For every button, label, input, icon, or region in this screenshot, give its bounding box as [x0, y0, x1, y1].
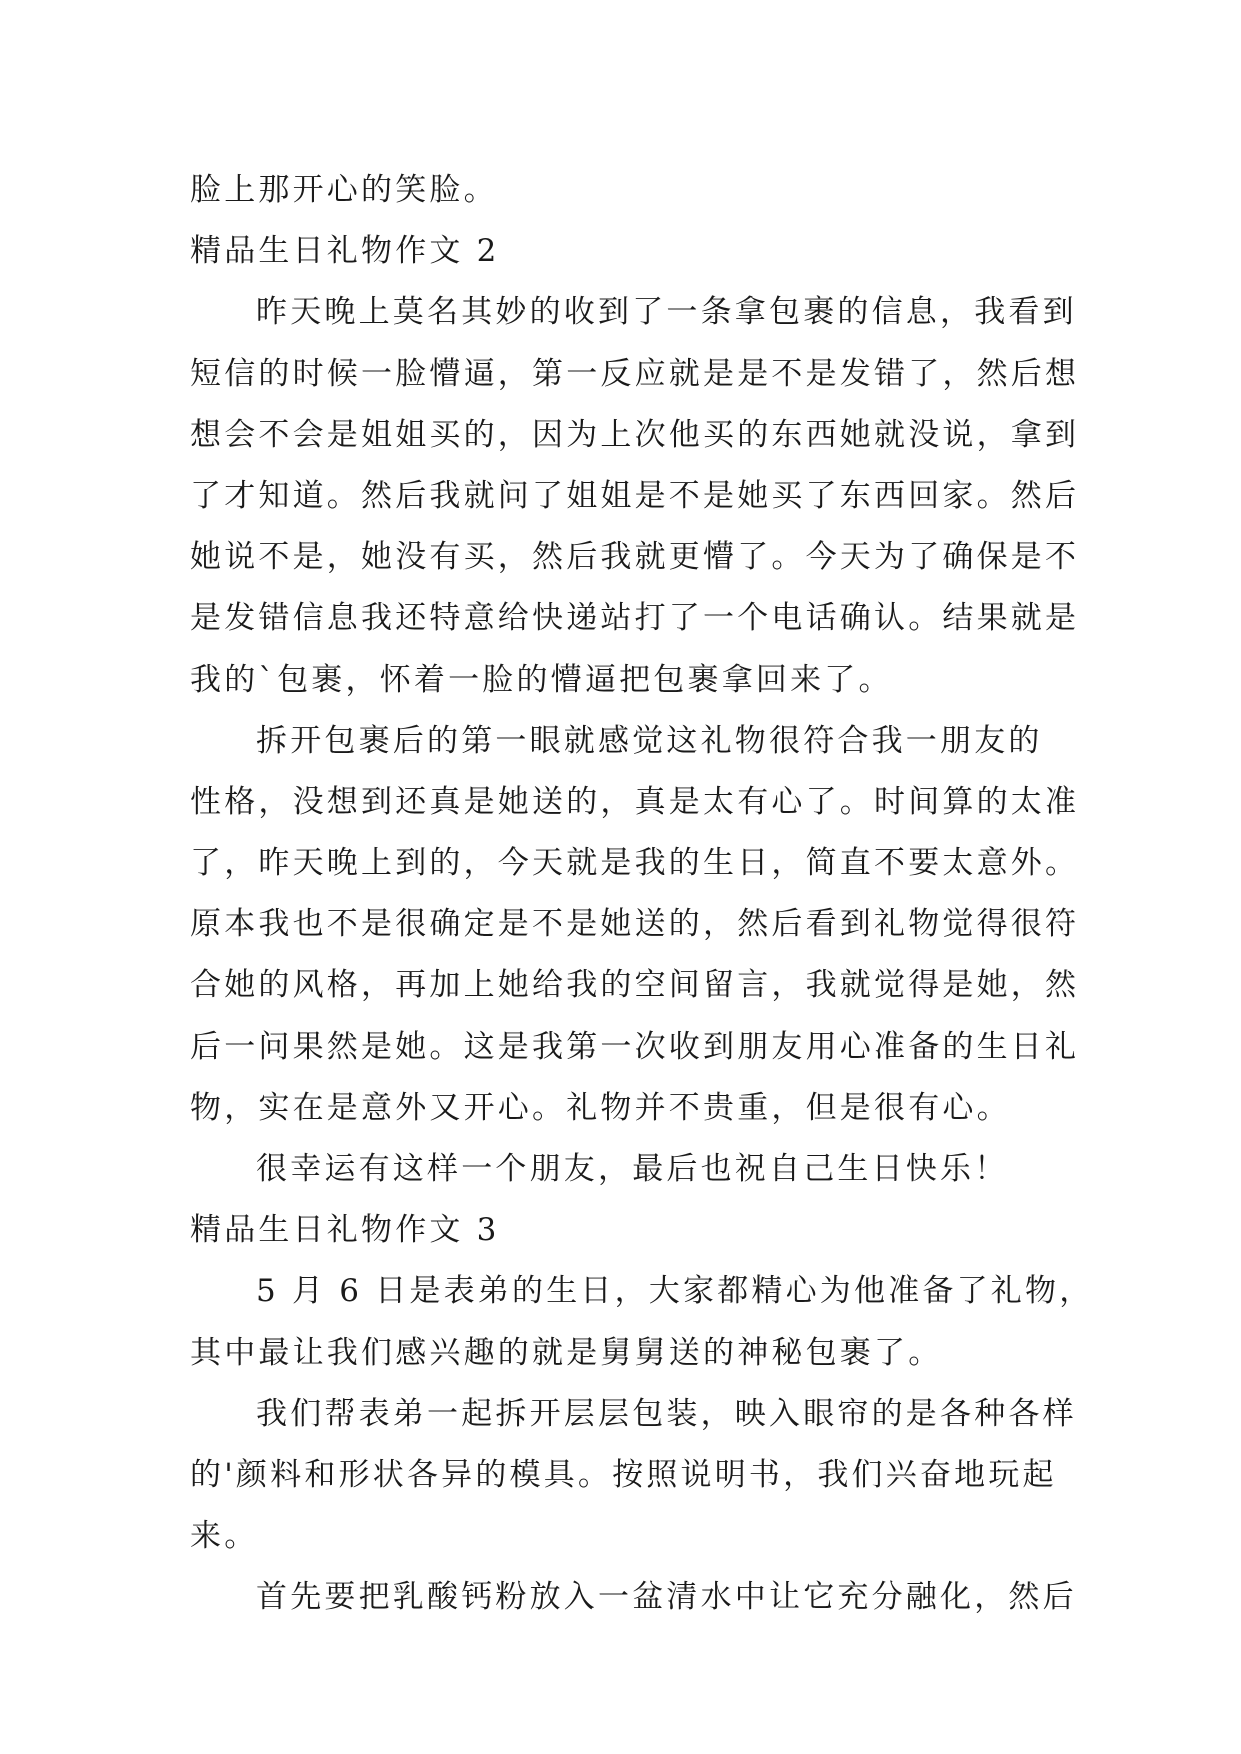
paragraph-line: 我们帮表弟一起拆开层层包装，映入眼帘的是各种各样: [256, 1395, 1077, 1432]
paragraph-line: 她说不是，她没有买，然后我就更懵了。今天为了确保是不: [190, 539, 1080, 576]
paragraph-line: 5 月 6 日是表弟的生日，大家都精心为他准备了礼物，: [256, 1273, 1094, 1310]
paragraph-line: 的'颜料和形状各异的模具。按照说明书，我们兴奋地玩起: [190, 1456, 1057, 1493]
paragraph-line: 了，昨天晚上到的，今天就是我的生日，简直不要太意外。: [190, 845, 1080, 882]
paragraph-line: 首先要把乳酸钙粉放入一盆清水中让它充分融化，然后: [256, 1579, 1077, 1616]
paragraph-line: 了才知道。然后我就问了姐姐是不是她买了东西回家。然后: [190, 477, 1080, 514]
paragraph-line: 原本我也不是很确定是不是她送的，然后看到礼物觉得很符: [190, 906, 1080, 943]
paragraph-line: 拆开包裹后的第一眼就感觉这礼物很符合我一朋友的: [256, 722, 1043, 759]
paragraph-line: 后一问果然是她。这是我第一次收到朋友用心准备的生日礼: [190, 1028, 1080, 1065]
paragraph-line: 来。: [190, 1518, 259, 1555]
paragraph-line: 物，实在是意外又开心。礼物并不贵重，但是很有心。: [190, 1089, 1011, 1126]
paragraph-line: 很幸运有这样一个朋友，最后也祝自己生日快乐！: [256, 1151, 1009, 1187]
section-heading-2: 精品生日礼物作文 2: [190, 233, 500, 270]
paragraph-line: 我的`包裹，怀着一脸的懵逼把包裹拿回来了。: [190, 661, 893, 698]
text-line: 脸上那开心的笑脸。: [190, 172, 498, 208]
paragraph-line: 昨天晚上莫名其妙的收到了一条拿包裹的信息，我看到: [256, 294, 1077, 331]
section-heading-3: 精品生日礼物作文 3: [190, 1212, 500, 1249]
paragraph-line: 短信的时候一脸懵逼，第一反应就是是不是发错了，然后想: [190, 355, 1080, 392]
paragraph-line: 是发错信息我还特意给快递站打了一个电话确认。结果就是: [190, 600, 1080, 637]
paragraph-line: 想会不会是姐姐买的，因为上次他买的东西她就没说，拿到: [190, 416, 1080, 453]
paragraph-line: 性格，没想到还真是她送的，真是太有心了。时间算的太准: [190, 783, 1080, 820]
paragraph-line: 其中最让我们感兴趣的就是舅舅送的神秘包裹了。: [190, 1334, 943, 1371]
document-body: [190, 160, 1094, 1629]
paragraph-line: 合她的风格，再加上她给我的空间留言，我就觉得是她，然: [190, 967, 1080, 1004]
